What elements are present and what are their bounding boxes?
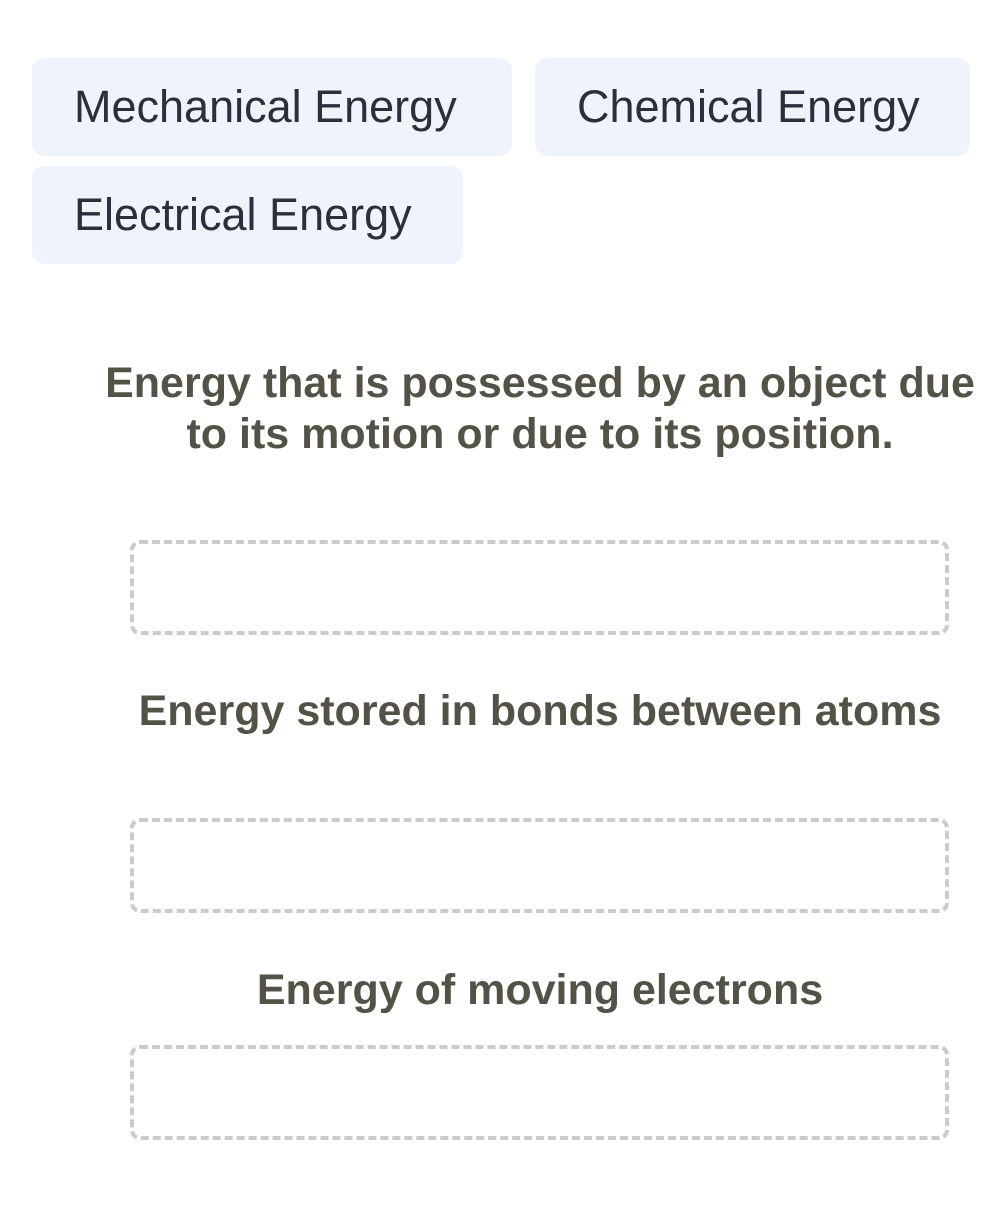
answer-chip-mechanical-energy[interactable]: Mechanical Energy	[32, 58, 512, 156]
drop-zone-1[interactable]	[130, 540, 949, 635]
prompt-3-text: Energy of moving electrons	[256, 966, 824, 1014]
drop-zone-3[interactable]	[130, 1045, 949, 1140]
prompt-2-text: Energy stored in bonds between atoms	[138, 687, 942, 735]
answer-chip-chemical-energy[interactable]: Chemical Energy	[535, 58, 970, 156]
drop-zone-2[interactable]	[130, 818, 949, 913]
answer-chip-electrical-energy[interactable]: Electrical Energy	[32, 166, 463, 264]
prompt-1-text: Energy that is possessed by an object due to its motion or due to its position.	[105, 359, 975, 458]
